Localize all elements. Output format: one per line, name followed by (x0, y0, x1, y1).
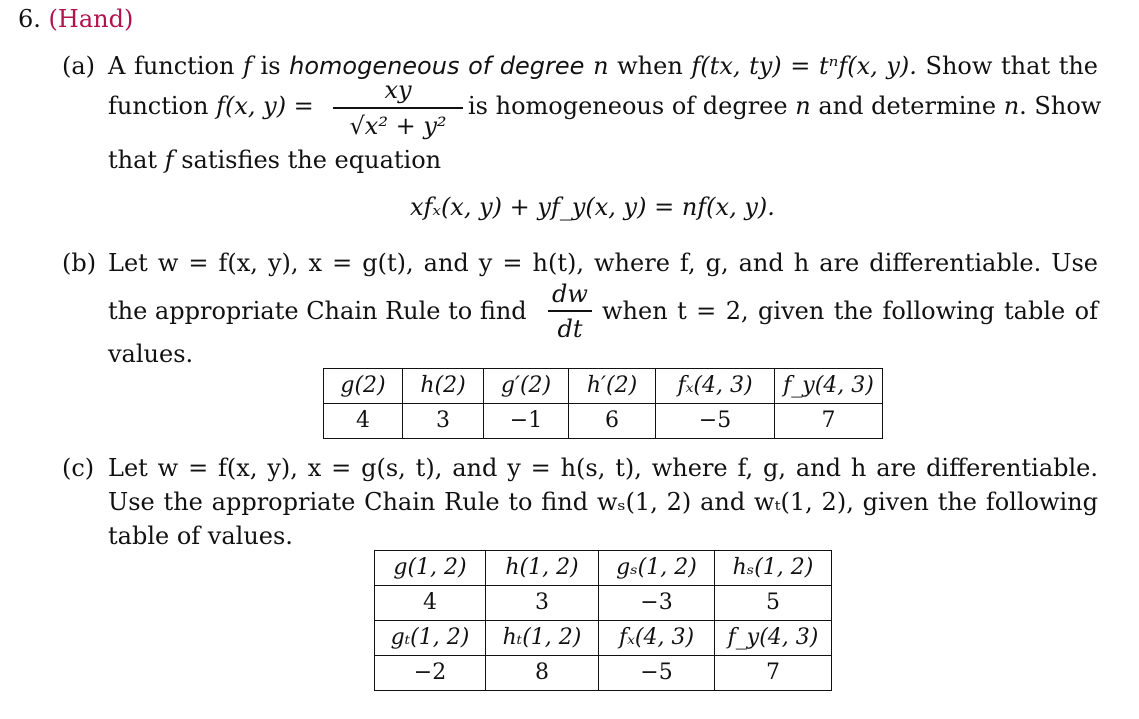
fraction-bar (333, 107, 463, 109)
table-cell: fₓ(4, 3) (656, 369, 775, 404)
part-b-line2-pre: the appropriate Chain Rule to find (108, 297, 527, 325)
homogeneity-equation: xfₓ(x, y) + yf_y(x, y) = nf(x, y). (410, 193, 775, 221)
part-a-line2-post: is homogeneous of degree n and determine n. Show (468, 92, 1102, 120)
table-cell: hₜ(1, 2) (486, 621, 599, 656)
table-cell: 7 (775, 404, 883, 439)
problem-header (18, 7, 133, 31)
table-cell: gₛ(1, 2) (599, 551, 715, 586)
table-cell: hₛ(1, 2) (715, 551, 832, 586)
table-cell: 3 (403, 404, 484, 439)
table-cell: −5 (599, 656, 715, 691)
part-a-line2-pre: function f(x, y) = (108, 92, 314, 120)
table-row (375, 621, 832, 656)
table-cell: h(1, 2) (486, 551, 599, 586)
table-row (324, 369, 883, 404)
table-cell: 4 (375, 586, 486, 621)
dw-dt-bar (548, 310, 592, 312)
table-cell: 8 (486, 656, 599, 691)
fraction-denominator: √x² + y² (349, 112, 447, 140)
part-b-label: (b) (62, 249, 97, 277)
part-b-line3: values. (108, 340, 194, 368)
term-homogeneous: homogeneous of degree (289, 52, 585, 80)
part-c-line3: table of values. (108, 522, 293, 550)
part-b-value-table (323, 368, 883, 439)
table-cell: h′(2) (569, 369, 656, 404)
table-cell: −1 (484, 404, 569, 439)
table-cell: 5 (715, 586, 832, 621)
table-cell: h(2) (403, 369, 484, 404)
table-row (375, 656, 832, 691)
table-row (375, 586, 832, 621)
fraction-numerator: xy (384, 76, 412, 104)
dw-numerator: dw (552, 280, 588, 308)
table-cell: 4 (324, 404, 403, 439)
part-a-line3: that f satisfies the equation (108, 146, 442, 174)
table-cell: 3 (486, 586, 599, 621)
problem-tag: (Hand) (48, 5, 134, 33)
table-cell: f_y(4, 3) (775, 369, 883, 404)
table-cell: 7 (715, 656, 832, 691)
function-fraction (333, 74, 463, 144)
part-c-line2: Use the appropriate Chain Rule to find wₛ(1, 2) and wₜ(1, 2), given the following (108, 488, 1098, 516)
table-row (324, 404, 883, 439)
table-cell: fₓ(4, 3) (599, 621, 715, 656)
part-b-line2-post: when t = 2, given the following table of (602, 297, 1098, 325)
table-cell: g(2) (324, 369, 403, 404)
homogeneous-definition: f(tx, ty) = tⁿf(x, y). (691, 52, 917, 80)
part-c-line1: Let w = f(x, y), x = g(s, t), and y = h(s, t), where f, g, and h are differentiable. (108, 454, 1098, 482)
problem-number: 6. (18, 5, 41, 33)
table-cell: g(1, 2) (375, 551, 486, 586)
part-a-label: (a) (62, 52, 96, 80)
table-cell: −5 (656, 404, 775, 439)
part-c-label: (c) (62, 454, 95, 482)
table-cell: f_y(4, 3) (715, 621, 832, 656)
part-c-value-table (374, 550, 832, 691)
part-b-line1: Let w = f(x, y), x = g(t), and y = h(t), where f, g, and h are differentiable. Use (108, 249, 1098, 277)
table-cell: −2 (375, 656, 486, 691)
part-a-line1: A function f is homogeneous of degree n when f(tx, ty) = tⁿf(x, y). Show that the (108, 52, 1098, 80)
table-cell: 6 (569, 404, 656, 439)
dt-denominator: dt (557, 315, 583, 343)
table-row (375, 551, 832, 586)
table-cell: −3 (599, 586, 715, 621)
table-cell: gₜ(1, 2) (375, 621, 486, 656)
dw-dt-fraction (548, 282, 592, 344)
table-cell: g′(2) (484, 369, 569, 404)
